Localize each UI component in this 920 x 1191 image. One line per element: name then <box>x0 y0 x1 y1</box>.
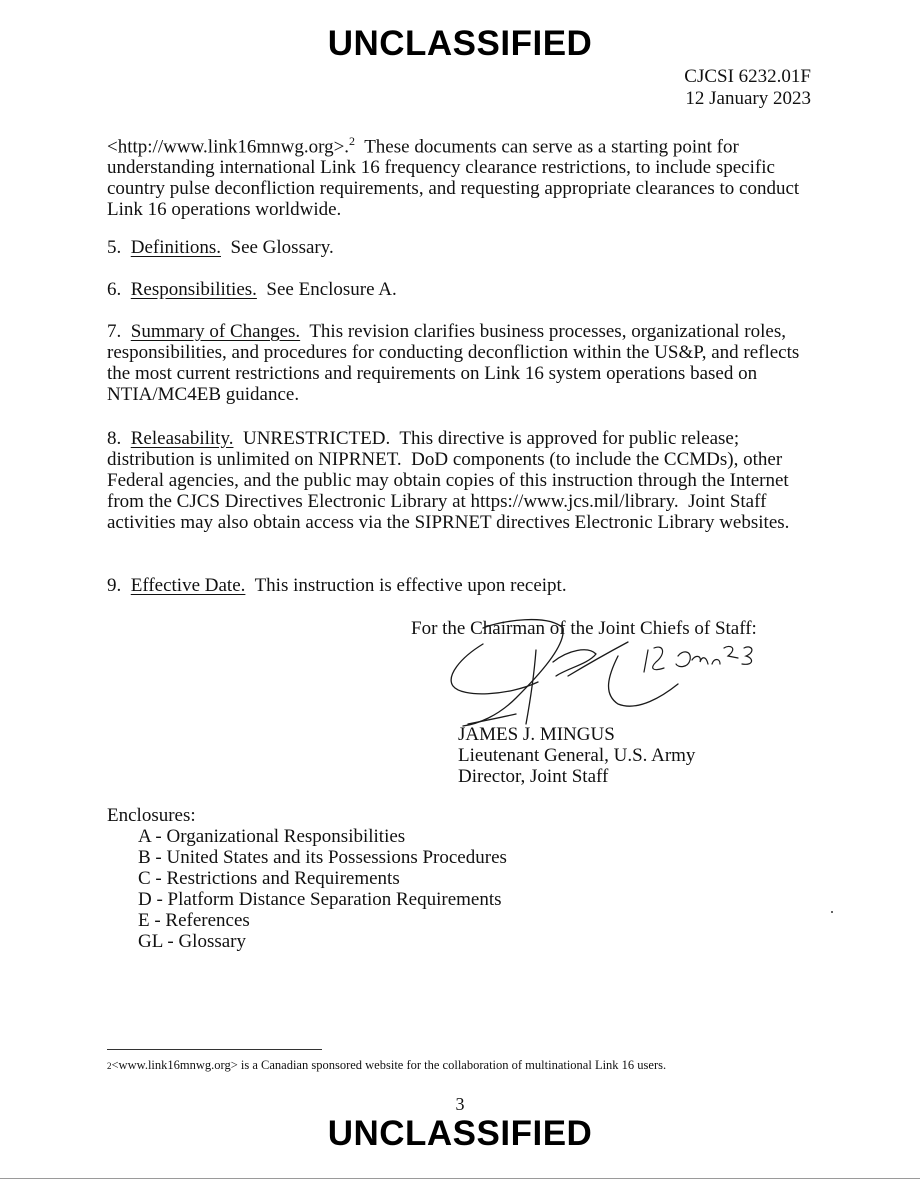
enclosure-item: A - Organizational Responsibilities <box>138 826 406 847</box>
section-body: This instruction is effective upon receipt. <box>254 575 567 596</box>
enclosure-item: E - References <box>138 910 250 931</box>
footnote-divider <box>107 1049 322 1050</box>
section-number: 9. <box>107 575 122 596</box>
closing-line: For the Chairman of the Joint Chiefs of Staff: <box>411 618 757 639</box>
section-body: This revision clarifies business processes, organizational roles, responsibilities, and procedures for conducting deconfliction within the US&P, and reflects the most current restrictions and requirements on Link 16 system operations based on NTIA/MC4EB guidance. <box>107 321 800 405</box>
scan-edge-line <box>0 1178 920 1179</box>
handwritten-signature <box>438 606 758 741</box>
section-number: 7. <box>107 321 122 342</box>
section-number: 6. <box>107 279 122 300</box>
classification-banner-top: UNCLASSIFIED <box>327 24 593 63</box>
enclosure-item: GL - Glossary <box>138 931 246 952</box>
section-releasability <box>107 428 822 533</box>
enclosure-item: D - Platform Distance Separation Requirements <box>138 889 502 910</box>
enclosure-item: B - United States and its Possessions Procedures <box>138 847 507 868</box>
footnote <box>107 1057 666 1074</box>
document-header <box>684 66 811 110</box>
section-heading: Releasability. <box>130 428 234 449</box>
section-heading: Summary of Changes. <box>130 321 301 342</box>
footnote-mark: 2 <box>107 1061 112 1071</box>
section-summary-of-changes <box>107 321 822 405</box>
section-number: 5. <box>107 237 122 258</box>
continuation-text-rest: These documents can serve as a starting point for understanding international Link 16 frequency clearance restrictions, to include specific country pulse deconfliction requirements, and requesting appropriate clearances to conduct Link 16 operations worldwide. <box>107 136 804 221</box>
section-body: See Enclosure A. <box>266 279 397 300</box>
enclosures-heading: Enclosures: <box>107 805 196 826</box>
footnote-reference: 2 <box>349 134 356 148</box>
section-number: 8. <box>107 428 122 449</box>
section-heading: Effective Date. <box>130 575 246 596</box>
continuation-paragraph <box>107 131 822 220</box>
section-body: See Glossary. <box>230 237 334 258</box>
classification-banner-bottom: UNCLASSIFIED <box>327 1114 593 1153</box>
page-number: 3 <box>455 1094 465 1114</box>
section-heading: Definitions. <box>130 237 221 258</box>
footnote-text: <www.link16mnwg.org> is a Canadian sponsored website for the collaboration of multinational Link 16 users. <box>111 1058 667 1072</box>
signer-rank: Lieutenant General, U.S. Army <box>458 745 696 766</box>
signature-block <box>458 724 695 787</box>
scan-speck <box>831 911 833 913</box>
document-date: 12 January 2023 <box>685 88 811 109</box>
section-body: UNRESTRICTED. This directive is approved for public release; distribution is unlimited on NIPRNET. DoD components (to include the CCMDs), other Federal agencies, and the public may obtain copies of this instruction through the Internet from the CJCS Directives Electronic Library at https://www.jcs.mil/library. Joint Staff activities may also obtain access via the SIPRNET directives Electronic Library websites. <box>107 428 794 533</box>
enclosure-item: C - Restrictions and Requirements <box>138 868 400 889</box>
continuation-text: <http://www.link16mnwg.org>. <box>107 136 350 158</box>
section-effective-date <box>107 575 822 596</box>
section-definitions <box>107 237 822 258</box>
signer-name: JAMES J. MINGUS <box>458 724 615 745</box>
section-responsibilities <box>107 279 822 300</box>
enclosures-list <box>138 826 507 952</box>
section-heading: Responsibilities. <box>130 279 257 300</box>
signer-title: Director, Joint Staff <box>458 766 609 787</box>
document-id: CJCSI 6232.01F <box>684 66 811 87</box>
